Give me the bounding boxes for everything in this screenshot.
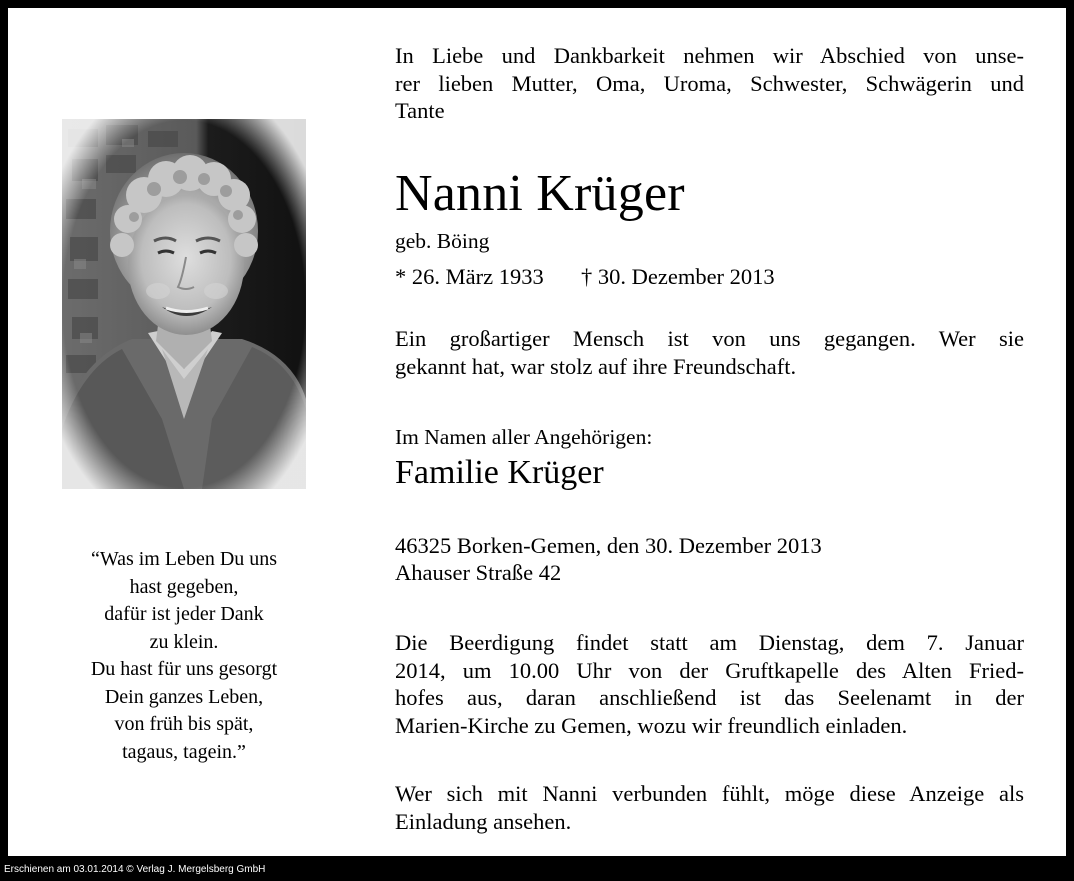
tribute-line: gekannt hat, war stolz auf ihre Freundschaft. xyxy=(395,353,797,379)
poem-line: Dein ganzes Leben, xyxy=(104,685,264,708)
place-date: 46325 Borken-Gemen, den 30. Dezember 2013 xyxy=(395,533,822,558)
poem-line: zu klein. xyxy=(149,630,219,653)
publication-footer: Erschienen am 03.01.2014 © Verlag J. Mergelsberg GmbH xyxy=(4,864,266,875)
poem-line: Du hast für uns gesorgt xyxy=(90,658,278,680)
poem-line: von früh bis spät, xyxy=(114,713,254,735)
poem-line: “Was im Leben Du uns xyxy=(90,548,278,570)
intro-line: rer lieben Mutter, Oma, Uroma, Schwester, Schwägerin und xyxy=(395,70,1024,96)
life-dates xyxy=(395,263,1024,291)
funeral-line: Marien-Kirche zu Gemen, wozu wir freundlich einladen. xyxy=(395,712,908,738)
obituary-card xyxy=(8,8,1066,856)
poem-line: dafür ist jeder Dank xyxy=(104,603,264,625)
funeral-paragraph xyxy=(395,629,1024,739)
funeral-line: 2014, um 10.00 Uhr von der Gruftkapelle des Alten Fried- xyxy=(395,657,1024,683)
deceased-name: Nanni Krüger xyxy=(395,165,685,222)
family-name: Familie Krüger xyxy=(395,454,604,491)
poem-line: tagaus, tagein.” xyxy=(122,740,246,763)
intro-line: In Liebe und Dankbarkeit nehmen wir Abschied von unse- xyxy=(395,43,1024,68)
intro-line: Tante xyxy=(395,98,445,124)
tribute-paragraph xyxy=(395,325,1024,380)
funeral-line: Die Beerdigung findet statt am Dienstag, dem 7. Januar xyxy=(395,630,1024,655)
birth-date: * 26. März 1933 xyxy=(395,264,544,289)
death-date: † 30. Dezember 2013 xyxy=(580,264,775,289)
street-address: Ahauser Straße 42 xyxy=(395,560,562,585)
invitation-line: Einladung ansehen. xyxy=(395,808,572,834)
intro-paragraph xyxy=(395,42,1024,125)
portrait-image xyxy=(62,119,306,489)
tribute-line: Ein großartiger Mensch ist von uns gegangen. Wer sie xyxy=(395,326,1024,351)
poem xyxy=(44,546,324,766)
maiden-name: geb. Böing xyxy=(395,229,490,253)
portrait-photo xyxy=(62,119,306,489)
invitation-line: Wer sich mit Nanni verbunden fühlt, möge diese Anzeige als xyxy=(395,781,1024,806)
signature-intro: Im Namen aller Angehörigen: xyxy=(395,425,653,449)
invitation-paragraph xyxy=(395,780,1024,835)
poem-line: hast gegeben, xyxy=(129,575,239,598)
funeral-line: hofes aus, daran anschließend ist das Seelenamt in der xyxy=(395,685,1024,711)
